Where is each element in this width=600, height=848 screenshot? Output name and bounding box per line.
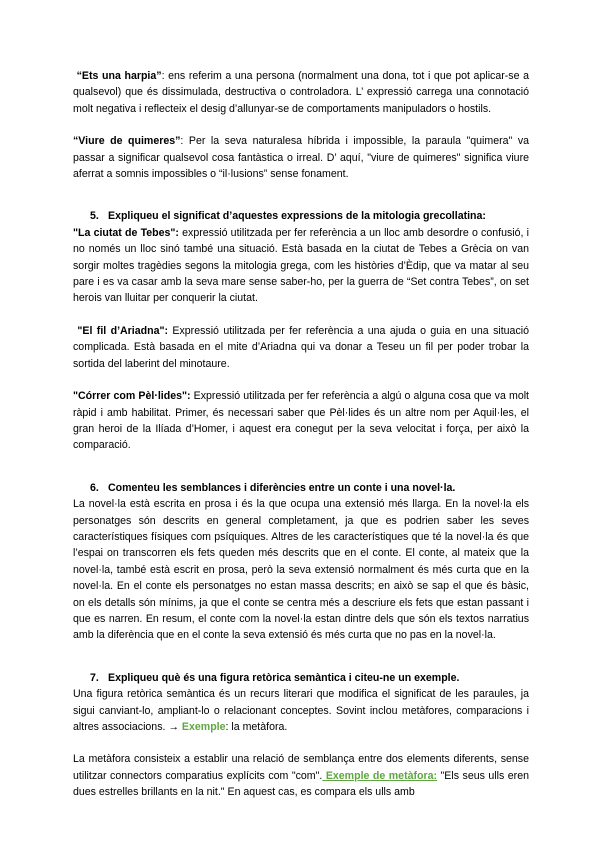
metafora-text: La metàfora consisteix a establir una relació de semblança entre dos elements diferents, sense utilitzar connectors comparatius explícits com "com". — [73, 753, 529, 782]
section-7-number: 7. — [90, 671, 99, 684]
tebes-term: "La ciutat de Tebes": — [73, 226, 179, 239]
example-text: : la metàfora. — [225, 721, 288, 733]
ariadna-text: Expressió utilitzada per fer referència a una ajuda o guia en una situació complicada. Està basada en el mite d’Ariadna qui va donar a Teseu un fil per poder trobar la sortida del laberint del minotaure. — [73, 324, 529, 370]
section-7-title: Expliqueu què és una figura retòrica semàntica i citeu-ne un exemple. — [108, 671, 460, 684]
section-7-heading — [73, 670, 529, 686]
metafora-paragraph — [73, 751, 529, 800]
section-6-title: Comenteu les semblances i diferències entre un conte i una novel·la. — [108, 481, 456, 494]
harpia-text: : ens referim a una persona (normalment una dona, tot i que pot aplicar-se a qualsevol) que és dissimulada, destructiva o controladora. L’ expressió carrega una connotació molt negativa i reflecteix el desig d’allunyar-se de comportaments manipuladors o hostils. — [73, 70, 529, 115]
section-6-body: La novel·la està escrita en prosa i és la que ocupa una extensió més llarga. En la novel·la els personatges són descrits en general completament, ja que es podrien saber les seves característiques físiques com psíquiques. Altres de les característiques que té la novel·la és que l’espai on transcorren els fets queden més descrits que en el conte. El conte, al mateix que la novel·la, també està escrit en prosa, però la seva extensió normalment és més curta que en la novel·la. En el conte els personatges no estan massa descrits; en això se sap el que és bàsic, on els detalls són mínims, ja que el conte se centra més a descriure els fets que estan passant i que es narren. En resum, el conte com la novel·la estan dintre dels que són els textos narratius amb la diferència que en el conte la seva extensió és més curta que no pas en la novel·la. — [73, 498, 529, 642]
tebes-text: expressió utilitzada per fer referència a un lloc amb desordre o confusió, i no només un lloc sinó també una situació. Està basada en la ciutat de Tebes a Grècia on van sorgir moltes tragèdies segons la mitologia grega, com les històries d’Èdip, que va matar al seu pare i es va casar amb la seva mare sense saber-ho, per la guerra de “Set contra Tebes”, on set herois van lluitar per conquerir la ciutat. — [73, 226, 529, 305]
tebes-paragraph — [73, 225, 529, 307]
section-5-number: 5. — [90, 210, 99, 223]
quimeres-text: : Per la seva naturalesa híbrida i impossible, la paraula "quimera" va passar a significar qualsevol cosa fantàstica o irreal. D’ aquí, "viure de quimeres" significa viure aferrat a somnis impossibles o “il·lusions” sense fonament. — [73, 135, 530, 181]
document-page — [73, 68, 529, 801]
quimeres-term: “Viure de quimeres” — [73, 135, 181, 148]
metafora-example-label: Exemple de metàfora: — [322, 769, 438, 782]
pelides-term: "Córrer com Pèl·lides": — [73, 390, 191, 403]
section-7-intro: Una figura retòrica semàntica és un recurs literari que modifica el significat de les paraules, ja sigui canviant-lo, ampliant-lo o relacionant conceptes. Sovint inclou metàfores, comparacions i altres associacions. → — [73, 688, 529, 733]
quimeres-paragraph — [73, 133, 529, 182]
ariadna-paragraph — [73, 323, 529, 372]
example-label: Exemple — [178, 721, 226, 733]
ariadna-term: "El fil d’Ariadna": — [77, 324, 169, 337]
pelides-text: Expressió utilitzada per fer referència a algú o alguna cosa que va molt ràpid i amb habilitat. Primer, és necessari saber que Pèl·lides és un altre nom per Aquil·les, el gran heroi de la Ilíada d’Homer, i aquest era conegut per la seva velocitat i força, per això la comparació. — [73, 390, 530, 452]
harpia-paragraph — [73, 68, 529, 117]
harpia-term: “Ets una harpia” — [76, 70, 162, 82]
pelides-paragraph — [73, 388, 529, 454]
section-5-title: Expliqueu el significat d’aquestes expressions de la mitologia grecollatina: — [108, 210, 486, 223]
section-6-heading — [73, 480, 529, 496]
metafora-example-text: "Els seus ulls eren dues estrelles brillants en la nit." En aquest cas, es compara els ulls amb — [73, 769, 529, 799]
section-7-intro-paragraph — [73, 686, 529, 735]
section-6-number: 6. — [90, 481, 99, 494]
section-5-heading — [73, 208, 529, 224]
